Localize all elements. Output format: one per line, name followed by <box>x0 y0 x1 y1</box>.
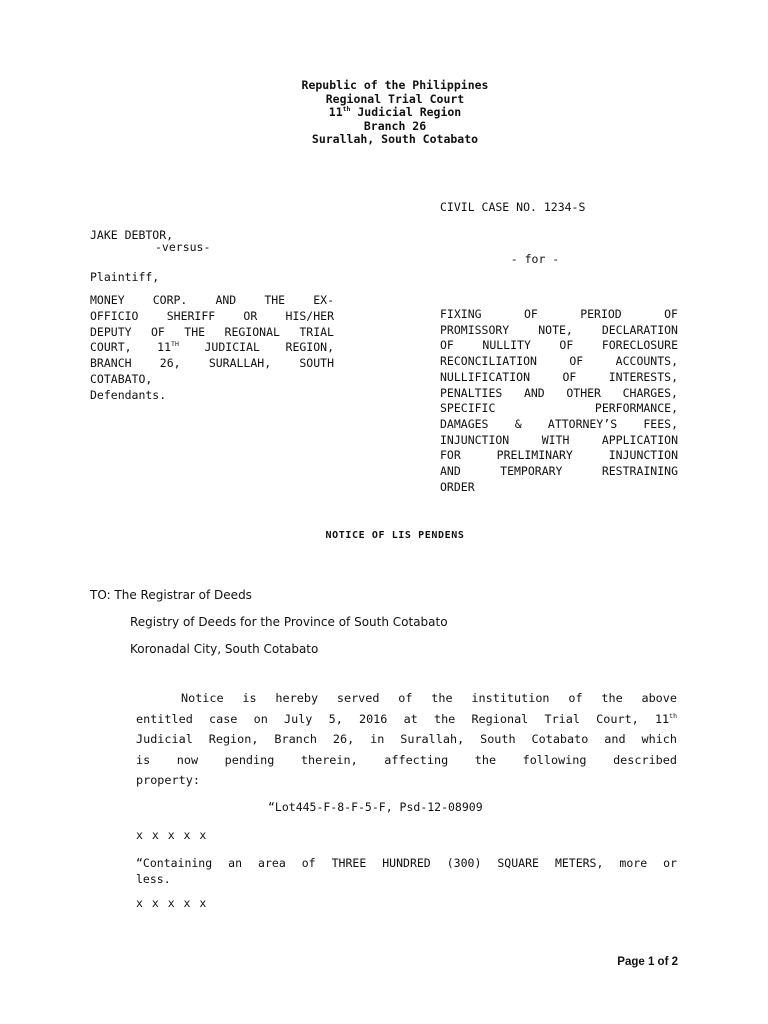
body-line: Judicial Region, Branch 26, in Surallah, South Cotabato and which <box>136 732 677 746</box>
omission-mark: x x x x x <box>136 828 208 842</box>
nature-line: INJUNCTION WITH APPLICATION <box>440 432 678 447</box>
defendant-role: Defendants. <box>90 387 167 402</box>
nature-line: AND TEMPORARY RESTRAINING <box>440 464 678 479</box>
case-number: CIVIL CASE NO. 1234-S <box>440 200 586 214</box>
area-line: less. <box>136 872 171 886</box>
nature-line: RECONCILIATION OF ACCOUNTS, <box>440 354 678 369</box>
plaintiff-role: Plaintiff, <box>90 270 160 284</box>
body-line: is now pending therein, affecting the following described <box>136 752 677 767</box>
body-line: Notice is hereby served of the institution of the above <box>181 691 677 705</box>
header-location: Surallah, South Cotabato <box>311 132 479 146</box>
city-line: Koronadal City, South Cotabato <box>130 642 319 656</box>
defendant-line: MONEY CORP. AND THE EX- <box>90 293 334 307</box>
area-line: “Containing an area of THREE HUNDRED (300) SQUARE METERS, more or <box>136 856 677 870</box>
defendants-block <box>90 293 334 404</box>
defendant-line: BRANCH 26, SURALLAH, SOUTH <box>90 356 334 371</box>
page-number: Page 1 of 2 <box>617 956 678 968</box>
nature-line: OF NULLITY OF FORECLOSURE <box>440 338 678 353</box>
notice-title: NOTICE OF LIS PENDENS <box>325 530 465 541</box>
versus-label: -versus- <box>155 240 211 254</box>
to-line: TO: The Registrar of Deeds <box>90 588 252 602</box>
defendant-line: DEPUTY OF THE REGIONAL TRIAL <box>90 324 334 339</box>
defendant-line: OFFICIO SHERIFF OR HIS/HER <box>90 308 334 323</box>
header-region: 11th Judicial Region <box>328 105 462 119</box>
nature-line: ORDER <box>440 479 475 494</box>
area-description <box>136 855 677 887</box>
body-line: property: <box>136 773 200 787</box>
nature-line: PENALTIES AND OTHER CHARGES, <box>440 385 678 400</box>
defendant-line-court: COURT, 11TH JUDICIAL REGION, <box>90 340 334 355</box>
nature-line: SPECIFIC PERFORMANCE, <box>440 401 678 416</box>
notice-body <box>136 688 677 791</box>
omission-mark: x x x x x <box>136 896 208 910</box>
court-header <box>0 79 768 147</box>
header-branch: Branch 26 <box>363 118 427 133</box>
defendant-line: COTABATO, <box>90 371 153 386</box>
addressee-block <box>90 582 448 663</box>
nature-line: PROMISSORY NOTE, DECLARATION <box>440 322 678 337</box>
header-republic: Republic of the Philippines <box>301 78 489 92</box>
lot-description: “Lot445-F-8-F-5-F, Psd-12-08909 <box>268 800 483 814</box>
for-label: - for - <box>510 252 560 266</box>
nature-line: FOR PRELIMINARY INJUNCTION <box>440 448 678 463</box>
header-court: Regional Trial Court <box>325 91 465 106</box>
nature-line: NULLIFICATION OF INTERESTS, <box>440 369 678 384</box>
case-nature <box>440 307 678 495</box>
nature-line: FIXING OF PERIOD OF <box>440 307 678 321</box>
nature-line: DAMAGES & ATTORNEY’S FEES, <box>440 416 678 431</box>
plaintiff-name: JAKE DEBTOR, <box>90 228 174 242</box>
body-line: entitled case on July 5, 2016 at the Regional Trial Court, 11th <box>136 711 677 726</box>
registry-line: Registry of Deeds for the Province of South Cotabato <box>130 615 448 629</box>
